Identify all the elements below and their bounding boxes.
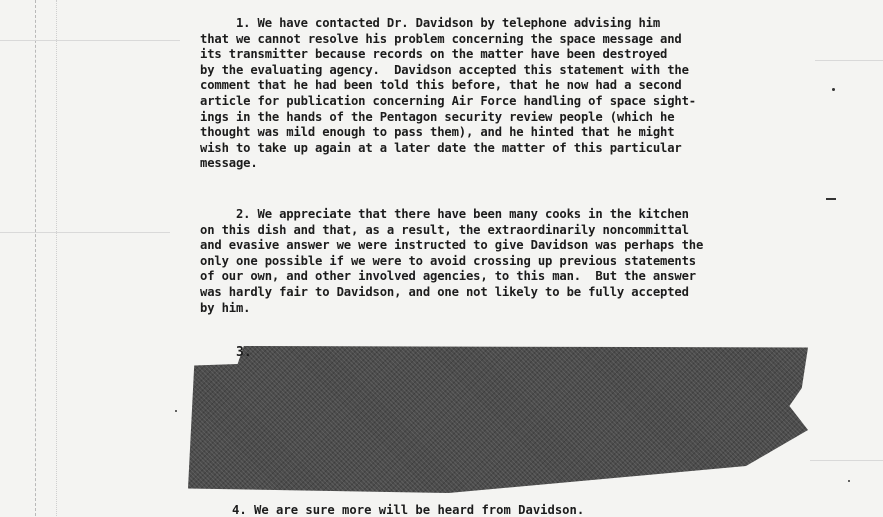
paragraph-line: by the evaluating agency. Davidson accepted this statement with the [200, 62, 689, 77]
scan-artifact-line [0, 40, 180, 41]
scan-speck [848, 480, 850, 482]
margin-rule [35, 0, 37, 516]
paragraph-line: only one possible if we were to avoid crossing up previous statements [200, 253, 696, 268]
paragraph-line: wish to take up again at a later date the matter of this particular [200, 140, 682, 155]
paragraph-line: was hardly fair to Davidson, and one not likely to be fully accepted [200, 284, 689, 299]
redaction-block [188, 343, 808, 493]
paragraph-line: on this dish and that, as a result, the extraordinarily noncommittal [200, 222, 689, 237]
paragraph-line: 1. We have contacted Dr. Davidson by telephone advising him [200, 16, 660, 30]
paragraph-line: of our own, and other involved agencies, to this man. But the answer [200, 269, 696, 284]
paragraph-2 [200, 207, 810, 316]
paragraph-1 [200, 16, 810, 172]
paragraph-line: message. [200, 156, 258, 171]
scan-artifact-line [810, 460, 883, 461]
scan-speck [826, 198, 836, 200]
paragraph-line: article for publication concerning Air Force handling of space sight- [200, 93, 696, 108]
scan-artifact-line [0, 232, 170, 233]
paragraph-line: and evasive answer we were instructed to give Davidson was perhaps the [200, 238, 704, 253]
paragraph-line: that we cannot resolve his problem concerning the space message and [200, 31, 682, 46]
paragraph-line: ings in the hands of the Pentagon security review people (which he [200, 109, 675, 124]
scan-speck [175, 410, 177, 412]
paragraph-3-number: 3. [236, 345, 252, 360]
margin-rule [56, 0, 58, 516]
paragraph-line: comment that he had been told this before, that he now had a second [200, 78, 682, 93]
paragraph-line: its transmitter because records on the matter have been destroyed [200, 47, 668, 62]
paragraph-line: by him. [200, 300, 251, 315]
paragraph-line: thought was mild enough to pass them), and he hinted that he might [200, 125, 675, 140]
paragraph-line: 2. We appreciate that there have been many cooks in the kitchen [200, 207, 689, 221]
scan-artifact-line [815, 60, 883, 61]
scan-speck [832, 88, 835, 91]
paragraph-4: 4. We are sure more will be heard from Davidson. [232, 503, 585, 517]
